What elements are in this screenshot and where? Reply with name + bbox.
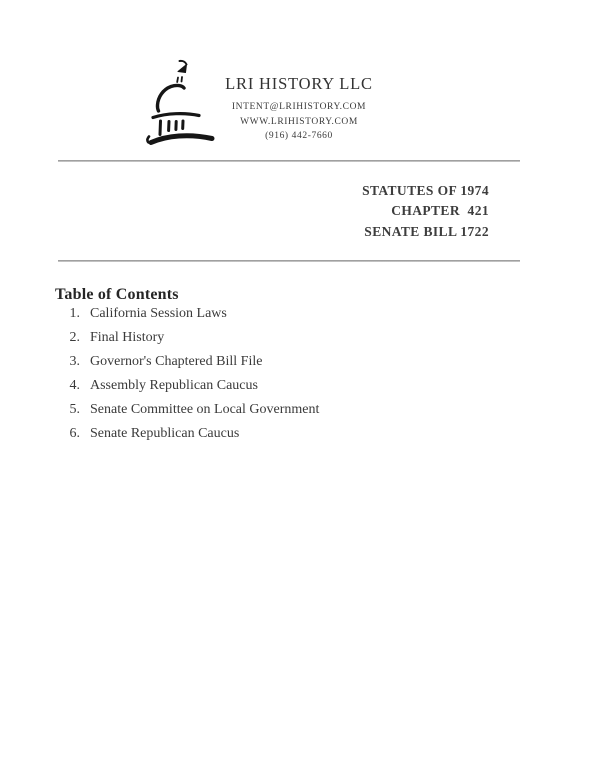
contact-phone: (916) 442-7660 [265,131,333,141]
horizontal-rule-top [58,160,520,162]
toc-item-number: 6. [69,426,80,441]
toc-item-number: 2. [69,330,80,345]
toc-item-label: Senate Committee on Local Government [90,402,320,417]
contact-website: WWW.LRIHISTORY.COM [240,116,358,127]
toc-list [55,305,319,449]
toc-item-label: Senate Republican Caucus [90,426,240,441]
chapter-number: CHAPTER 421 [391,203,489,219]
toc-item-number: 3. [69,354,80,369]
letterhead [210,74,388,144]
capitol-dome-logo-icon [141,58,221,148]
toc-item-label: California Session Laws [90,306,227,321]
toc-item [55,401,319,425]
toc-item [55,425,319,449]
senate-bill-number: SENATE BILL 1722 [364,223,489,239]
toc-item [55,305,319,329]
toc-item-label: Assembly Republican Caucus [90,378,258,393]
statute-reference [0,181,489,242]
contact-info [210,100,388,144]
horizontal-rule-bottom [58,260,520,262]
toc-item-label: Governor's Chaptered Bill File [90,354,263,369]
toc-item-number: 4. [69,378,80,393]
statutes-year: STATUTES OF 1974 [362,183,489,198]
toc-heading: Table of Contents [55,286,179,304]
toc-item [55,329,319,353]
toc-item-label: Final History [90,330,165,345]
toc-item [55,353,319,377]
company-name: LRI HISTORY LLC [225,74,373,93]
toc-item [55,377,319,401]
toc-item-number: 5. [69,402,80,417]
toc-item-number: 1. [69,306,80,321]
contact-email: INTENT@LRIHISTORY.COM [231,102,367,112]
